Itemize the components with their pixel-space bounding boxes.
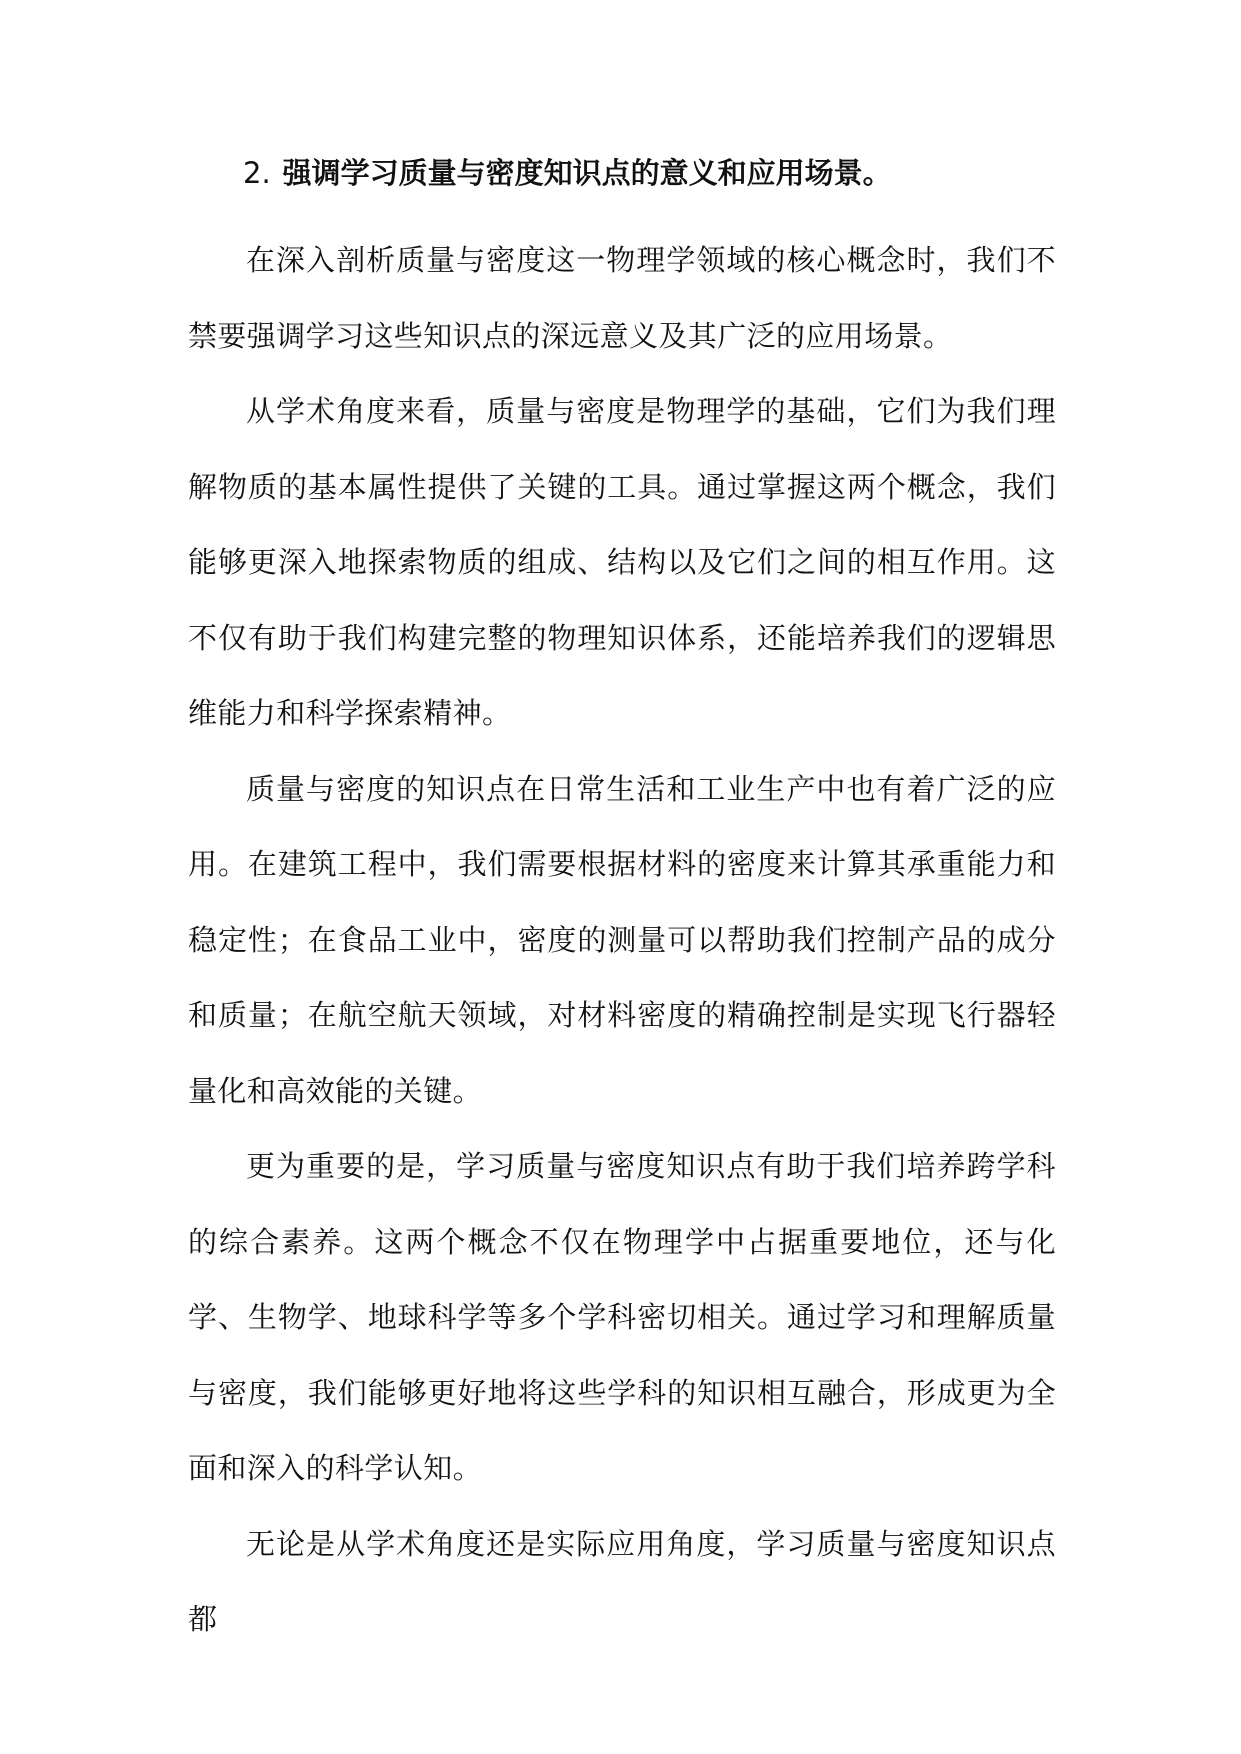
section-heading: [243, 149, 1103, 197]
paragraph-2: 从学术角度来看，质量与密度是物理学的基础，它们为我们理解物质的基本属性提供了关键的工具。通过掌握这两个概念，我们能够更深入地探索物质的组成、结构以及它们之间的相互作用。这不仅有助于我们构建完整的物理知识体系，还能培养我们的逻辑思维能力和科学探索精神。: [188, 394, 1056, 730]
section-title: 强调学习质量与密度知识点的意义和应用场景。: [282, 156, 892, 190]
body-text: [188, 223, 1056, 1658]
paragraph-4: 更为重要的是，学习质量与密度知识点有助于我们培养跨学科的综合素养。这两个概念不仅在物理学中占据重要地位，还与化学、生物学、地球科学等多个学科密切相关。通过学习和理解质量与密度，我们能够更好地将这些学科的知识相互融合，形成更为全面和深入的科学认知。: [188, 1149, 1056, 1485]
section-number: 2.: [243, 156, 271, 190]
paragraph-3: 质量与密度的知识点在日常生活和工业生产中也有着广泛的应用。在建筑工程中，我们需要根据材料的密度来计算其承重能力和稳定性；在食品工业中，密度的测量可以帮助我们控制产品的成分和质量；在航空航天领域，对材料密度的精确控制是实现飞行器轻量化和高效能的关键。: [188, 771, 1056, 1108]
paragraph-1: 在深入剖析质量与密度这一物理学领域的核心概念时，我们不禁要强调学习这些知识点的深远意义及其广泛的应用场景。: [188, 243, 1056, 353]
paragraph-5: 无论是从学术角度还是实际应用角度，学习质量与密度知识点都: [188, 1526, 1056, 1636]
